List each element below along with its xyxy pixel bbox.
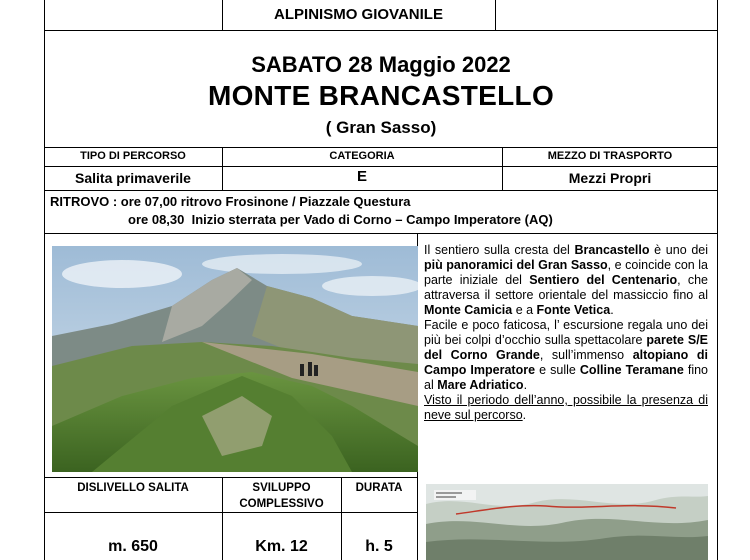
rule-stats-top [44,477,417,478]
desc-highlight: più panoramici del Gran Sasso [424,258,608,272]
event-date: SABATO 28 Maggio 2022 [251,52,511,77]
rule-v-header-right [495,0,496,30]
route-map [426,484,708,560]
ritrovo-line-2: ore 08,30 Inizio sterrata per Vado di Corno – Campo Imperatore (AQ) [128,212,553,227]
rule-header [44,30,718,31]
ritrovo-line-1: RITROVO : ore 07,00 ritrovo Frosinone / Piazzale Questura [50,194,411,209]
desc-highlight: Monte Camicia [424,303,513,317]
stat-value-dislivello: m. 650 [108,538,158,555]
info-label-tipo: TIPO DI PERCORSO [80,150,186,162]
rule-title [44,147,718,148]
desc-highlight: Brancastello [574,243,650,257]
info-value-mezzo: Mezzi Propri [568,170,652,186]
info-value-categoria: E [356,168,367,185]
header-org: ALPINISMO GIOVANILE [274,6,443,23]
desc-highlight: parete S/E del Corno Grande [424,333,708,362]
desc-text: fino al [424,363,708,392]
event-subtitle: ( Gran Sasso) [325,118,437,137]
stat-value-durata: h. 5 [365,538,393,555]
info-label-mezzo: MEZZO DI TRASPORTO [547,150,673,162]
info-label-categoria: CATEGORIA [329,150,395,162]
stat-label-sviluppo-1: SVILUPPO [252,482,311,494]
rule-ritrovo [44,233,718,234]
route-description [424,243,708,423]
desc-text: e a [512,303,537,317]
stat-label-sviluppo-2: COMPLESSIVO [239,498,324,510]
desc-text: . [522,408,527,422]
desc-highlight: altopiano di Campo Imperatore [424,348,708,377]
desc-text: , sull’immenso [539,348,633,362]
mountain-photo [52,246,418,472]
desc-text: , e coincide con la parte iniziale del [424,258,709,287]
desc-highlight: Mare Adriatico [437,378,524,392]
rule-info-values [44,190,718,191]
stat-label-dislivello: DISLIVELLO SALITA [77,482,189,494]
desc-text: è uno dei [649,243,708,257]
rule-info-head [44,166,718,167]
desc-text: . [610,303,614,317]
desc-text: Facile e poco faticosa, l’ escursione regala uno dei più bei colpi d’occhio sulla spettacolare [424,318,708,347]
desc-text: . [523,378,528,392]
stat-value-sviluppo: Km. 12 [255,538,308,555]
info-value-tipo: Salita primaverile [75,170,191,186]
desc-highlight: Colline Teramane [579,363,684,377]
rule-stats-mid [44,512,417,513]
desc-snow-note: Visto il periodo dell’anno, possibile la presenza di neve sul percorso [424,393,708,422]
event-title: MONTE BRANCASTELLO [207,80,555,111]
desc-text: Il sentiero sulla cresta del [424,243,575,257]
desc-text: e sulle [535,363,580,377]
desc-highlight: Sentiero del Centenario [529,273,678,287]
desc-text: , che attraversa il settore orientale del massiccio fino al [424,273,709,302]
stat-label-durata: DURATA [355,482,403,494]
desc-highlight: Fonte Vetica [536,303,611,317]
